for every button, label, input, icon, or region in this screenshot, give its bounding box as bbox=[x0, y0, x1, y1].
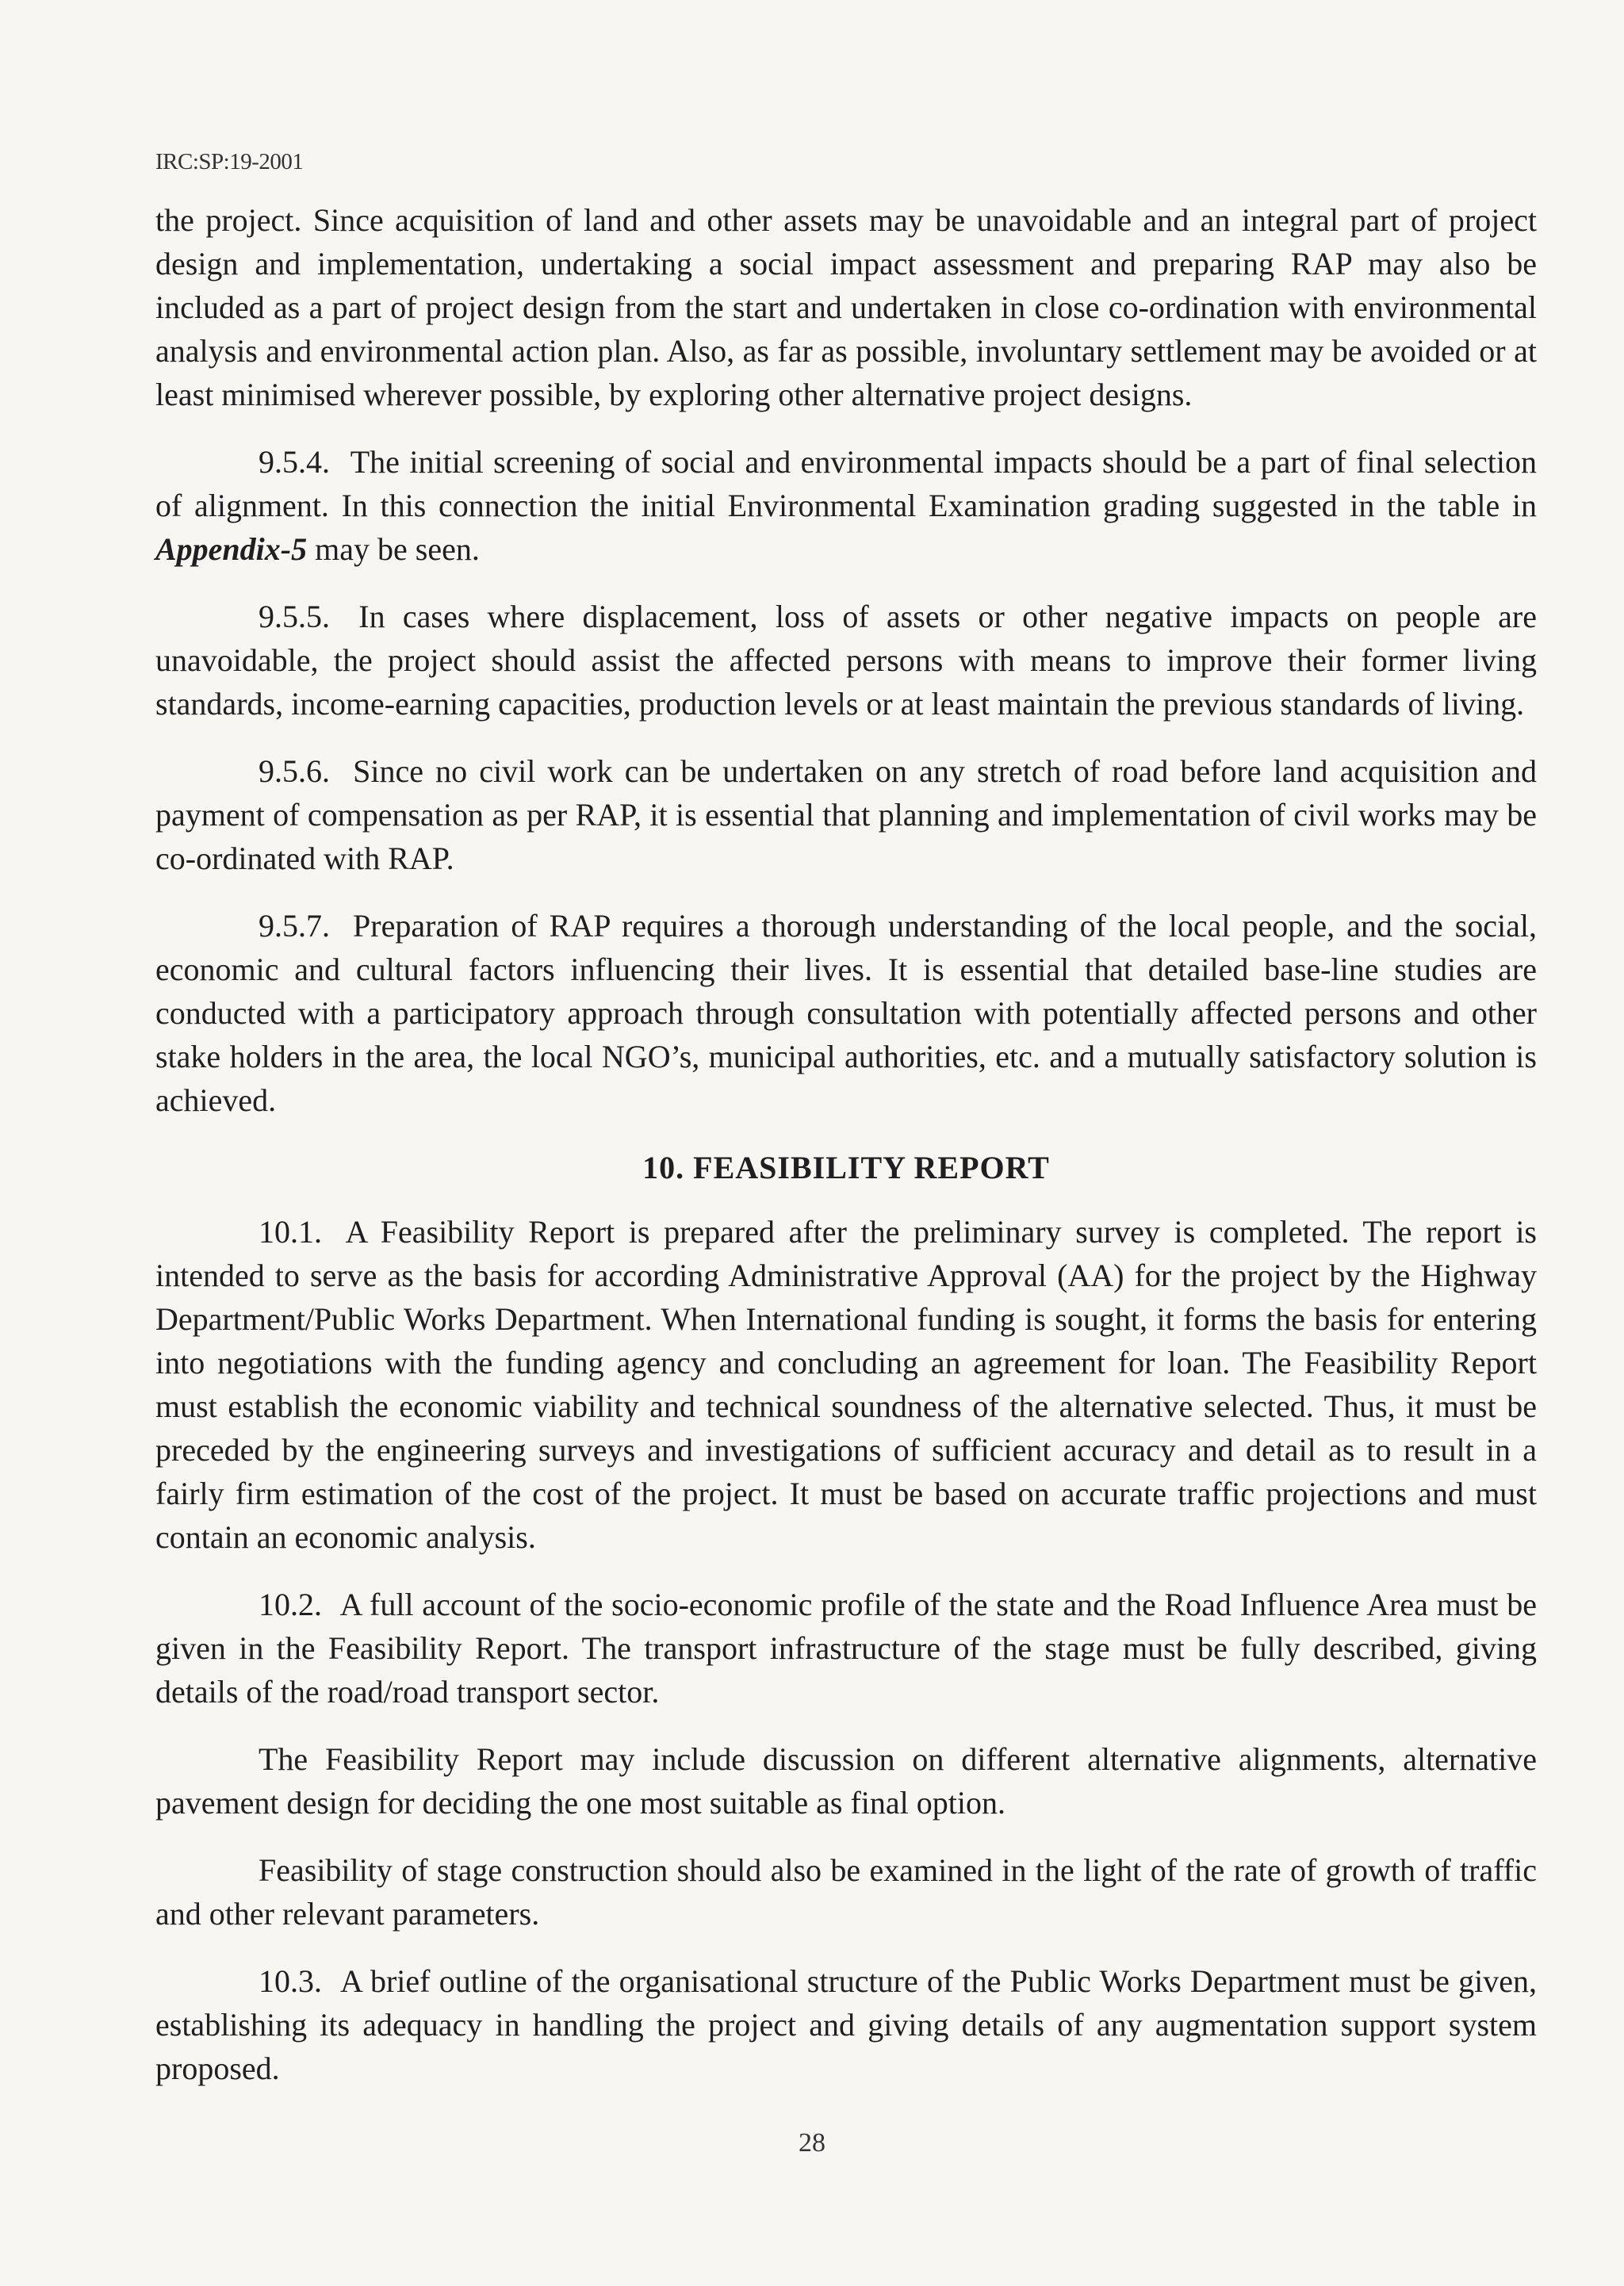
paragraph-text: The initial screening of social and environmental impacts should be a part of final selection of alignment. In this connection the initial Environmental Examination grading suggested in the table in bbox=[155, 444, 1537, 523]
paragraph-9-5-4 bbox=[155, 440, 1537, 571]
paragraph-9-5-7 bbox=[155, 904, 1537, 1122]
paragraph-10-2 bbox=[155, 1583, 1537, 1714]
appendix-reference: Appendix-5 bbox=[155, 531, 308, 567]
paragraph-text: A Feasibility Report is prepared after the preliminary survey is completed. The report is intended to serve as the basis for according Administrative Approval (AA) for the project by the Highway Department/Public Works Department. When International funding is sought, it forms the basis for entering into negotiations with the funding agency and concluding an agreement for loan. The Feasibility Report must establish the economic viability and technical soundness of the alternative selected. Thus, it must be preceded by the engineering surveys and investigations of sufficient accuracy and detail as to result in a fairly firm estimation of the cost of the project. It must be based on accurate traffic projections and must contain an economic analysis. bbox=[155, 1214, 1537, 1555]
paragraph-10-1 bbox=[155, 1210, 1537, 1559]
continuation-paragraph: the project. Since acquisition of land and other assets may be unavoidable and an integral part of project design and implementation, undertaking a social impact assessment and preparing RAP may also be included as a part of project design from the start and undertaken in close co-ordination with environmental analysis and environmental action plan. Also, as far as possible, involuntary settlement may be avoided or at least minimised wherever possible, by exploring other alternative project designs. bbox=[155, 202, 1537, 412]
paragraph-10-3 bbox=[155, 1959, 1537, 2090]
paragraph-10-2-alternatives: The Feasibility Report may include discussion on different alternative alignments, alternative pavement design for deciding the one most suitable as final option. bbox=[155, 1741, 1537, 1821]
paragraph-number: 10.1. bbox=[259, 1214, 322, 1250]
paragraph-9-5-6 bbox=[155, 749, 1537, 880]
paragraph-text: A brief outline of the organisational structure of the Public Works Department must be given, establishing its adequacy in handling the project and giving details of any augmentation support system proposed. bbox=[155, 1963, 1537, 2086]
body-text bbox=[155, 198, 1537, 2114]
paragraph-text: A full account of the socio-economic profile of the state and the Road Influence Area must be given in the Feasibility Report. The transport infrastructure of the stage must be fully described, giving details of the road/road transport sector. bbox=[155, 1587, 1538, 1710]
paragraph-10-2-stage-construction: Feasibility of stage construction should also be examined in the light of the rate of growth of traffic and other relevant parameters. bbox=[155, 1852, 1537, 1932]
page-number: 28 bbox=[799, 2128, 825, 2158]
paragraph-text: Preparation of RAP requires a thorough understanding of the local people, and the social, economic and cultural factors influencing their lives. It is essential that detailed base-line studies are conducted with a participatory approach through consultation with potentially affected persons and other stake holders in the area, the local NGO’s, municipal authorities, etc. and a mutually satisfactory solution is achieved. bbox=[155, 908, 1538, 1118]
paragraph-number: 10.3. bbox=[259, 1963, 322, 1999]
paragraph-text: Since no civil work can be undertaken on any stretch of road before land acquisition and payment of compensation as per RAP, it is essential that planning and implementation of civil works may be co-ordinated with RAP. bbox=[155, 753, 1538, 876]
paragraph-number: 9.5.4. bbox=[259, 444, 330, 480]
paragraph-number: 9.5.7. bbox=[259, 908, 330, 944]
paragraph-number: 9.5.5. bbox=[259, 599, 330, 634]
paragraph-text: In cases where displacement, loss of assets or other negative impacts on people are unavoidable, the project should assist the affected persons with means to improve their former living standards, income-earning capacities, production levels or at least maintain the previous standards of living. bbox=[155, 599, 1538, 722]
paragraph-text-after: may be seen. bbox=[315, 531, 480, 567]
paragraph-number: 10.2. bbox=[259, 1587, 322, 1622]
page-header: IRC:SP:19-2001 bbox=[155, 149, 304, 174]
paragraph-number: 9.5.6. bbox=[259, 753, 330, 789]
section-heading: 10. FEASIBILITY REPORT bbox=[642, 1150, 1050, 1185]
paragraph-9-5-5 bbox=[155, 595, 1537, 726]
